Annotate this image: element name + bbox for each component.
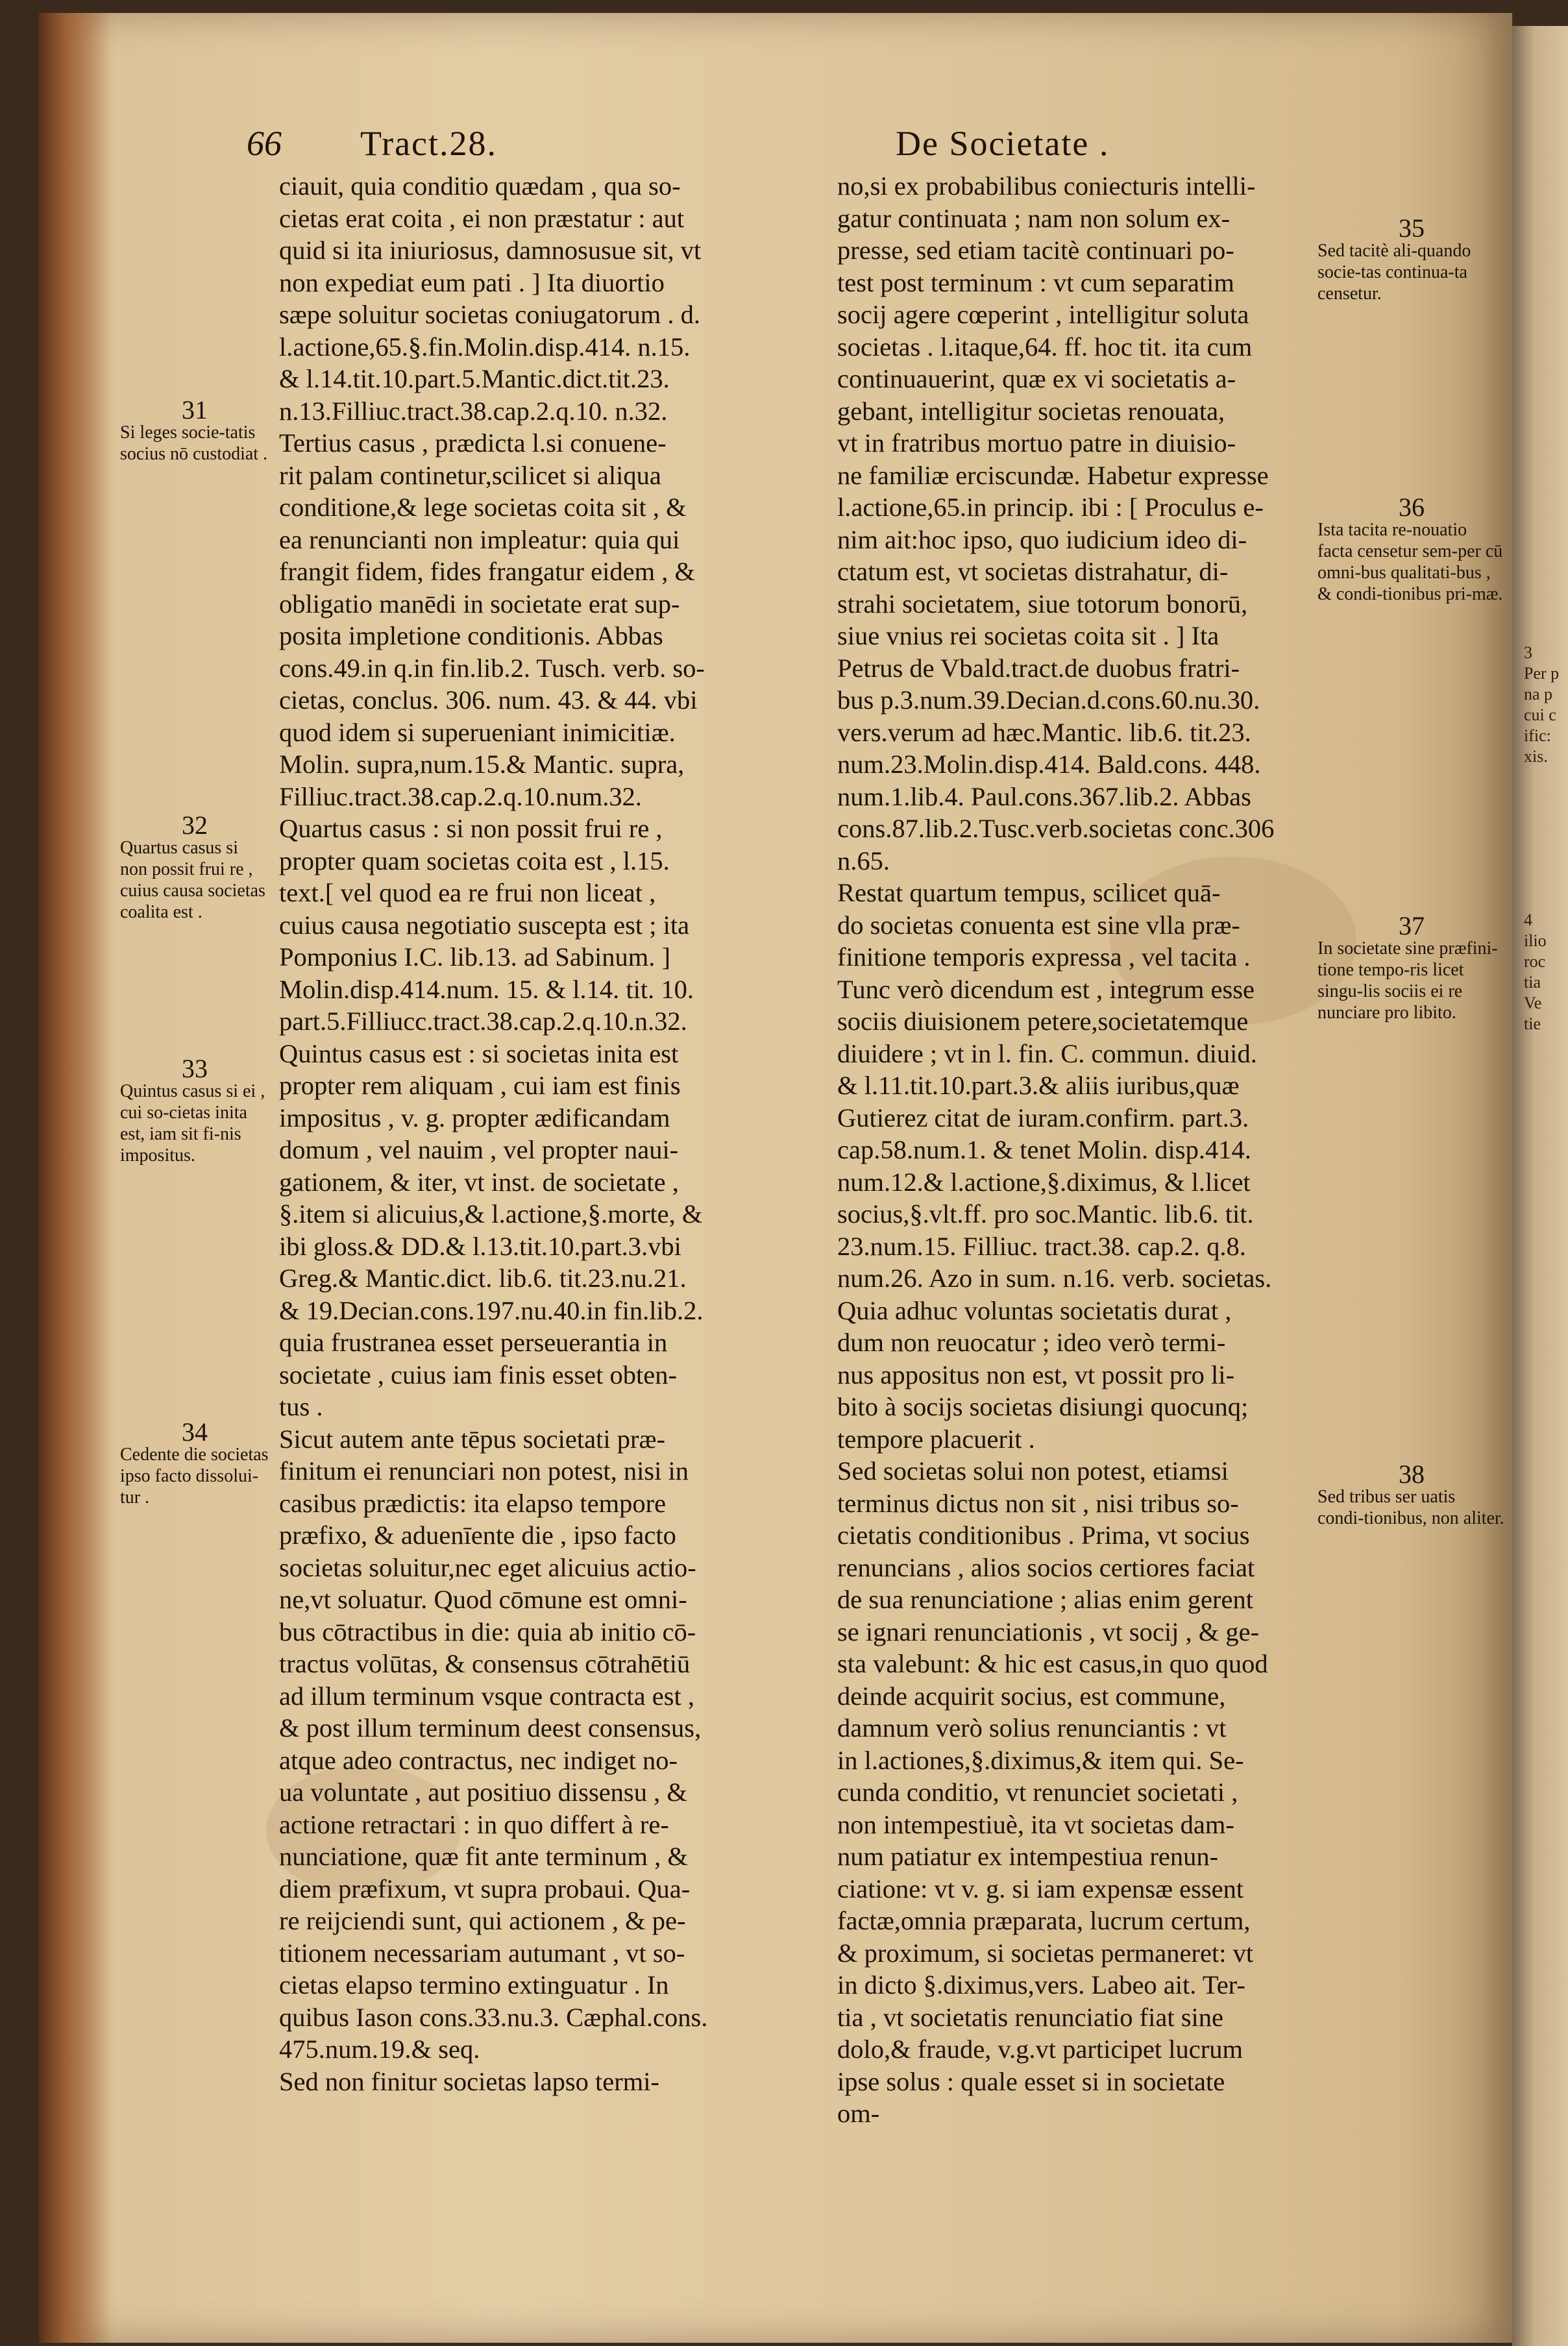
text-line: Pomponius I.C. lib.13. ad Sabinum. ] xyxy=(279,942,671,971)
text-line: nus appositus non est, vt possit pro li- xyxy=(837,1360,1235,1389)
edge-fragment: na p xyxy=(1524,685,1553,703)
text-line: factæ,omnia præparata, lucrum certum, xyxy=(837,1906,1251,1935)
edge-fragment: ilio xyxy=(1524,931,1547,950)
edge-fragment: Ve xyxy=(1524,994,1542,1012)
text-line: impositus , v. g. propter ædificandam xyxy=(279,1103,670,1132)
text-line: strahi societatem, siue totorum bonorū, xyxy=(837,589,1248,618)
margin-note-text: Quintus casus si ei , cui so-cietas inita est, iam sit fi-nis impositus. xyxy=(120,1081,265,1166)
text-line: num.26. Azo in sum. n.16. verb. societas. xyxy=(837,1264,1272,1293)
text-line: Sicut autem ante tēpus societati præ- xyxy=(279,1424,665,1454)
text-line: Restat quartum tempus, scilicet quā- xyxy=(837,878,1221,907)
text-line: dum non reuocatur ; ideo verò termi- xyxy=(837,1328,1226,1357)
text-line: Quintus casus est : si societas inita est xyxy=(279,1038,679,1068)
text-line: ea renuncianti non impleatur: quia qui xyxy=(279,524,680,554)
margin-note-number: 38 xyxy=(1399,1460,1425,1489)
text-line: om- xyxy=(837,2099,880,2128)
text-line: obligatio manēdi in societate erat sup- xyxy=(279,589,680,618)
text-line: quia frustranea esset perseuerantia in xyxy=(279,1328,668,1357)
text-line: deinde acquirit socius, est commune, xyxy=(837,1681,1226,1711)
text-line: Sed non finitur societas lapso termi- xyxy=(279,2066,660,2096)
running-title-left: Tract.28. xyxy=(360,124,498,163)
text-line: in l.actiones,§.diximus,& item qui. Se- xyxy=(837,1745,1244,1775)
text-line: Tertius casus , prædicta l.si conuene- xyxy=(279,428,667,458)
text-line: num.23.Molin.disp.414. Bald.cons. 448. xyxy=(837,750,1261,779)
text-line: diem præfixum, vt supra probaui. Qua- xyxy=(279,1874,691,1903)
text-line: n.65. xyxy=(837,846,890,875)
text-line: siue vnius rei societas coita sit . ] Ita xyxy=(837,621,1219,650)
text-line: non intempestiuè, ita vt societas dam- xyxy=(837,1809,1234,1839)
text-line: part.5.Filliucc.tract.38.cap.2.q.10.n.32. xyxy=(279,1007,687,1036)
margin-note-number: 32 xyxy=(182,811,208,840)
text-line: atque adeo contractus, nec indiget no- xyxy=(279,1745,678,1775)
text-line: tractus volūtas, & consensus cōtrahētiū xyxy=(279,1649,691,1678)
margin-note-35 xyxy=(1317,214,1506,304)
text-line: Molin.disp.414.num. 15. & l.14. tit. 10. xyxy=(279,974,694,1004)
margin-note-33 xyxy=(120,1054,269,1166)
text-line: præfixo, & aduenīente die , ipso facto xyxy=(279,1521,676,1550)
text-line: propter quam societas coita est , l.15. xyxy=(279,846,670,875)
text-line: cunda conditio, vt renunciet societati , xyxy=(837,1778,1238,1807)
book-spine-shadow xyxy=(39,13,110,2343)
text-line: continuauerint, quæ ex vi societatis a- xyxy=(837,364,1236,393)
text-line: & post illum terminum deest consensus, xyxy=(279,1713,702,1742)
adjacent-page-edge xyxy=(1512,26,1568,2346)
edge-fragment: tia xyxy=(1524,973,1541,992)
text-line: socij agere cœperint , intelligitur soluta xyxy=(837,300,1249,329)
text-line: num.12.& l.actione,§.diximus, & l.licet xyxy=(837,1167,1251,1197)
text-line: domum , vel nauim , vel propter naui- xyxy=(279,1135,679,1164)
text-line: 475.num.19.& seq. xyxy=(279,2034,480,2064)
text-line: & proximum, si societas permaneret: vt xyxy=(837,1938,1254,1968)
text-line: cons.87.lib.2.Tusc.verb.societas conc.306 xyxy=(837,814,1275,843)
running-header xyxy=(247,123,1350,169)
text-line: Quartus casus : si non possit frui re , xyxy=(279,814,663,843)
text-line: terminus dictus non sit , nisi tribus so- xyxy=(837,1488,1239,1518)
text-line: posita impletione conditionis. Abbas xyxy=(279,621,663,650)
margin-note-text: Ista tacita re-nouatio facta censetur sem-per cū omni-bus qualitati-bus , & condi-tionibus pri-mæ. xyxy=(1317,520,1503,604)
text-line: finitum ei renunciari non potest, nisi in xyxy=(279,1456,689,1485)
text-line: Quia adhuc voluntas societatis durat , xyxy=(837,1295,1232,1325)
text-line: frangit fidem, fides frangatur eidem , & xyxy=(279,557,696,586)
margin-note-text: Sed tribus ser uatis condi-tionibus, non aliter. xyxy=(1317,1487,1504,1528)
edge-fragment: cui c xyxy=(1524,705,1556,724)
text-line: ipse solus : quale esset si in societate xyxy=(837,2066,1225,2096)
text-line: societas soluitur,nec eget alicuius actio- xyxy=(279,1552,696,1582)
text-line: societas . l.itaque,64. ff. hoc tit. ita cum xyxy=(837,332,1253,361)
text-line: propter rem aliquam , cui iam est finis xyxy=(279,1071,681,1100)
text-line: quid si ita iniuriosus, damnosusue sit, vt xyxy=(279,236,702,265)
margin-note-text: Sed tacitè ali-quando socie-tas continua-ta censetur. xyxy=(1317,241,1471,304)
edge-fragment: 4 xyxy=(1524,910,1532,929)
text-line: cietas, conclus. 306. num. 43. & 44. vbi xyxy=(279,685,698,715)
text-line: §.item si alicuius,& l.actione,§.morte, & xyxy=(279,1199,703,1228)
text-line: ibi gloss.& DD.& l.13.tit.10.part.3.vbi xyxy=(279,1231,681,1261)
text-line: in dicto §.diximus,vers. Labeo ait. Ter- xyxy=(837,1970,1245,1999)
margin-note-number: 37 xyxy=(1399,911,1425,940)
right-text-column xyxy=(837,170,1382,2130)
text-line: Greg.& Mantic.dict. lib.6. tit.23.nu.21. xyxy=(279,1264,687,1293)
text-line: & l.11.tit.10.part.3.& aliis iuribus,quæ xyxy=(837,1071,1240,1100)
running-title-right: De Societate . xyxy=(896,124,1110,163)
text-line: Gutierez citat de iuram.confirm. part.3. xyxy=(837,1103,1249,1132)
text-line: quibus Iason cons.33.nu.3. Cæphal.cons. xyxy=(279,2002,708,2032)
text-line: tia , vt societatis renunciatio fiat sine xyxy=(837,2002,1223,2032)
edge-fragment: 3 xyxy=(1524,643,1532,662)
text-line: bus cōtractibus in die: quia ab initio cō- xyxy=(279,1617,696,1646)
text-line: dolo,& fraude, v.g.vt participet lucrum xyxy=(837,2034,1243,2064)
text-line: cap.58.num.1. & tenet Molin. disp.414. xyxy=(837,1135,1251,1164)
text-line: bus p.3.num.39.Decian.d.cons.60.nu.30. xyxy=(837,685,1260,715)
text-line: gatur continuata ; nam non solum ex- xyxy=(837,203,1231,233)
text-line: damnum verò solius renunciantis : vt xyxy=(837,1713,1227,1742)
text-line: do societas conuenta est sine vlla præ- xyxy=(837,910,1240,940)
text-line: text.[ vel quod ea re frui non liceat , xyxy=(279,878,656,907)
text-line: ctatum est, vt societas distrahatur, di- xyxy=(837,557,1229,586)
text-line: cuius causa negotiatio suscepta est ; ita xyxy=(279,910,690,940)
text-line: de sua renunciatione ; alias enim gerent xyxy=(837,1585,1253,1614)
text-line: vers.verum ad hæc.Mantic. lib.6. tit.23. xyxy=(837,717,1251,747)
text-line: cietas erat coita , ei non præstatur : aut xyxy=(279,203,685,233)
text-line: nim ait:hoc ipso, quo iudicium ideo di- xyxy=(837,524,1247,554)
text-line: sæpe soluitur societas coniugatorum . d. xyxy=(279,300,701,329)
text-line: titionem necessariam autumant , vt so- xyxy=(279,1938,685,1968)
text-line: societate , cuius iam finis esset obten- xyxy=(279,1360,677,1389)
margin-note-text: Quartus casus si non possit frui re , cuius causa societas coalita est . xyxy=(120,838,265,922)
text-line: conditione,& lege societas coita sit , & xyxy=(279,493,687,522)
page-number: 66 xyxy=(247,124,282,163)
text-line: cietas elapso termino extinguatur . In xyxy=(279,1970,669,1999)
margin-note-32 xyxy=(120,811,269,923)
margin-note-38 xyxy=(1317,1460,1506,1529)
text-line: ciauit, quia conditio quædam , qua so- xyxy=(279,171,681,201)
text-line: vt in fratribus mortuo patre in diuisio- xyxy=(837,428,1236,458)
text-line: ciatione: vt v. g. si iam expensæ essent xyxy=(837,1874,1244,1903)
text-line: renuncians , alios socios certiores faciat xyxy=(837,1552,1255,1582)
text-line: Filliuc.tract.38.cap.2.q.10.num.32. xyxy=(279,781,643,811)
text-line: diuidere ; vt in l. fin. C. commun. diuid. xyxy=(837,1038,1257,1068)
text-line: cietatis conditionibus . Prima, vt socius xyxy=(837,1521,1250,1550)
edge-fragment: xis. xyxy=(1524,747,1548,766)
text-line: sociis diuisionem petere,societatemque xyxy=(837,1007,1249,1036)
margin-note-number: 35 xyxy=(1399,214,1425,243)
text-line: l.actione,65.in princip. ibi : [ Proculus e- xyxy=(837,493,1264,522)
text-line: & l.14.tit.10.part.5.Mantic.dict.tit.23. xyxy=(279,364,670,393)
text-line: test post terminum : vt cum separatim xyxy=(837,267,1234,297)
text-line: l.actione,65.§.fin.Molin.disp.414. n.15. xyxy=(279,332,691,361)
text-line: gationem, & iter, vt inst. de societate , xyxy=(279,1167,679,1197)
text-line: socius,§.vlt.ff. pro soc.Mantic. lib.6. tit. xyxy=(837,1199,1254,1228)
text-line: nunciatione, quæ fit ante terminum , & xyxy=(279,1842,688,1871)
text-line: finitione temporis expressa , vel tacita . xyxy=(837,942,1251,971)
margin-note-36 xyxy=(1317,493,1506,605)
text-line: rit palam continetur,scilicet si aliqua xyxy=(279,460,661,490)
left-text-column xyxy=(279,170,824,2097)
text-line: cons.49.in q.in fin.lib.2. Tusch. verb. so- xyxy=(279,653,705,683)
text-line: num.1.lib.4. Paul.cons.367.lib.2. Abbas xyxy=(837,781,1251,811)
text-line: Molin. supra,num.15.& Mantic. supra, xyxy=(279,750,685,779)
text-line: presse, sed etiam tacitè continuari po- xyxy=(837,236,1234,265)
text-line: n.13.Filliuc.tract.38.cap.2.q.10. n.32. xyxy=(279,396,668,426)
edge-fragment: Per p xyxy=(1524,664,1560,683)
text-line: num patiatur ex intempestiua renun- xyxy=(837,1842,1219,1871)
text-line: bito à socijs societas disiungi quocunq; xyxy=(837,1392,1249,1421)
margin-note-number: 33 xyxy=(182,1054,208,1083)
text-line: actione retractari : in quo differt à re- xyxy=(279,1809,669,1839)
text-line: 23.num.15. Filliuc. tract.38. cap.2. q.8. xyxy=(837,1231,1246,1261)
text-line: casibus prædictis: ita elapso tempore xyxy=(279,1488,667,1518)
text-line: Tunc verò dicendum est , integrum esse xyxy=(837,974,1255,1004)
text-line: ne familiæ erciscundæ. Habetur expresse xyxy=(837,460,1269,490)
text-line: non expediat eum pati . ] Ita diuortio xyxy=(279,267,665,297)
margin-note-text: In societate sine præfini-tione tempo-ris licet singu-lis sociis ei re nunciare pro libito. xyxy=(1317,938,1498,1023)
text-line: sta valebunt: & hic est casus,in quo quod xyxy=(837,1649,1268,1678)
margin-note-number: 36 xyxy=(1399,493,1425,522)
text-line: quod idem si superueniant inimicitiæ. xyxy=(279,717,676,747)
margin-note-37 xyxy=(1317,911,1506,1023)
edge-fragment: roc xyxy=(1524,952,1546,971)
text-line: gebant, intelligitur societas renouata, xyxy=(837,396,1225,426)
edge-fragment: tie xyxy=(1524,1014,1541,1033)
margin-note-34 xyxy=(120,1417,269,1508)
text-line: ua voluntate , aut positiuo dissensu , & xyxy=(279,1778,687,1807)
text-line: re reijciendi sunt, qui actionem , & pe- xyxy=(279,1906,686,1935)
margin-note-31 xyxy=(120,395,269,465)
margin-note-number: 34 xyxy=(182,1417,208,1447)
text-line: Sed societas solui non potest, etiamsi xyxy=(837,1456,1229,1485)
edge-fragment: ific: xyxy=(1524,726,1551,745)
text-line: se ignari renunciationis , vt socij , & ge- xyxy=(837,1617,1260,1646)
text-line: ne,vt soluatur. Quod cōmune est omni- xyxy=(279,1585,687,1614)
text-line: & 19.Decian.cons.197.nu.40.in fin.lib.2. xyxy=(279,1295,704,1325)
text-line: no,si ex probabilibus coniecturis intelli- xyxy=(837,171,1256,201)
text-line: ad illum terminum vsque contracta est , xyxy=(279,1681,694,1711)
margin-note-text: Cedente die societas ipso facto dissolui-tur . xyxy=(120,1445,269,1508)
margin-note-text: Si leges socie-tatis socius nō custodiat . xyxy=(120,422,268,464)
text-line: tus . xyxy=(279,1392,323,1421)
text-line: tempore placuerit . xyxy=(837,1424,1035,1454)
margin-note-number: 31 xyxy=(182,395,208,424)
text-line: Petrus de Vbald.tract.de duobus fratri- xyxy=(837,653,1240,683)
